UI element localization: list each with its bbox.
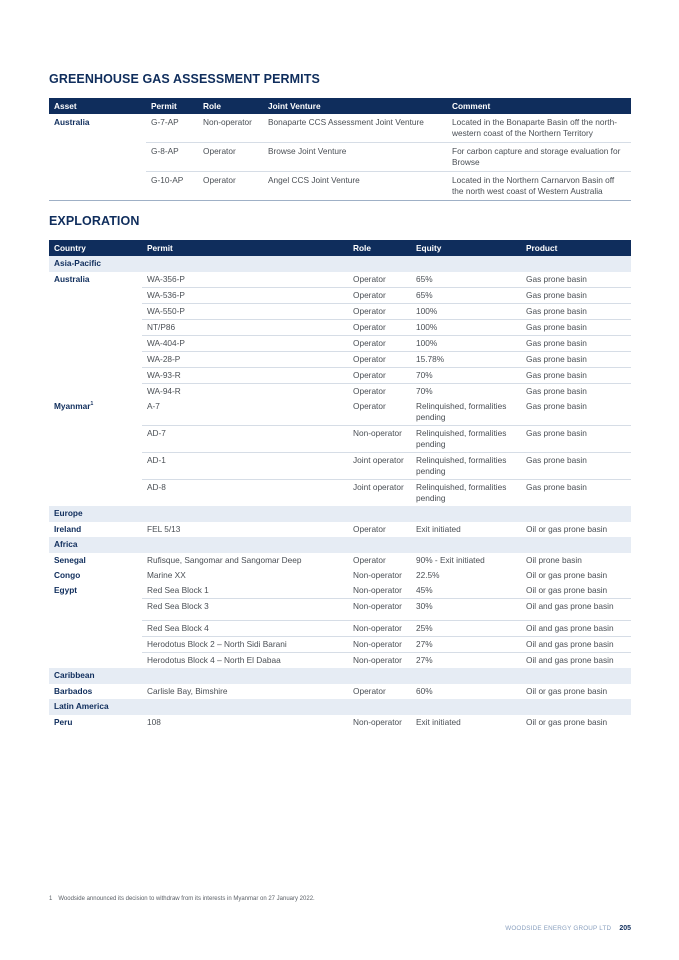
exploration-cell-equity: Exit initiated: [416, 717, 461, 727]
table-row: [49, 621, 631, 637]
ghg-cell-permit: G-8-AP: [146, 143, 198, 172]
ghg-cell-jv: Angel CCS Joint Venture: [263, 172, 447, 201]
exploration-cell-permit: WA-536-P: [142, 288, 348, 304]
table-row: [49, 352, 631, 368]
exploration-section-title: EXPLORATION: [49, 214, 140, 228]
exploration-cell-country: [49, 304, 142, 320]
ghg-cell-asset: Australia: [54, 117, 90, 127]
exploration-table-header: [49, 240, 631, 256]
country-name: Congo: [54, 570, 81, 580]
exploration-cell-role: Non-operator: [348, 637, 411, 653]
ghg-cell-role: Operator: [198, 172, 263, 201]
exploration-cell-country: [49, 399, 142, 426]
exploration-cell-equity: 27%: [411, 653, 521, 669]
ghg-header-cell: Asset: [49, 98, 146, 114]
exploration-cell-country: [49, 621, 142, 637]
exploration-cell-country: [49, 568, 142, 583]
exploration-cell-country: [49, 288, 142, 304]
exploration-cell-permit: Marine XX: [147, 570, 186, 580]
table-row: [49, 553, 631, 568]
exploration-cell-role: Joint operator: [348, 480, 411, 507]
exploration-cell-role: Operator: [353, 555, 386, 565]
table-row: [49, 272, 631, 288]
footnote-number: 1: [49, 896, 53, 902]
exploration-cell-role: Operator: [353, 401, 386, 411]
exploration-cell-product: Gas prone basin: [521, 480, 631, 507]
exploration-cell-permit: Herodotus Block 2 – North Sidi Barani: [142, 637, 348, 653]
exploration-cell-equity: Relinquished, formalities pending: [411, 453, 521, 480]
table-row: [49, 653, 631, 669]
exploration-cell-country: [49, 368, 142, 384]
exploration-cell-permit: Rufisque, Sangomar and Sangomar Deep: [147, 555, 302, 565]
exploration-cell-role: Non-operator: [348, 653, 411, 669]
exploration-cell-equity: 70%: [411, 384, 521, 400]
ghg-cell-asset: [49, 172, 146, 201]
exploration-cell-permit: AD-1: [142, 453, 348, 480]
exploration-cell-country: [49, 336, 142, 352]
exploration-cell-equity: 100%: [411, 320, 521, 336]
ghg-cell-comment: Located in the Northern Carnarvon Basin off the north west coast of Western Australia: [447, 172, 631, 201]
table-row: [49, 320, 631, 336]
region-label: Latin America: [49, 699, 631, 715]
exploration-cell-role: Non-operator: [353, 585, 402, 595]
exploration-cell-country: [49, 553, 142, 568]
table-row: [49, 304, 631, 320]
exploration-cell-product: Gas prone basin: [521, 320, 631, 336]
exploration-cell-country: [49, 426, 142, 453]
exploration-cell-role: Operator: [348, 368, 411, 384]
exploration-cell-country: [49, 480, 142, 507]
table-row: [49, 143, 631, 172]
region-row: [49, 256, 631, 272]
exploration-cell-product: Oil prone basin: [526, 555, 582, 565]
exploration-cell-equity: Exit initiated: [416, 524, 461, 534]
footnote-ref: 1: [90, 401, 94, 408]
exploration-cell-country: [49, 352, 142, 368]
exploration-cell-permit: Herodotus Block 4 – North El Dabaa: [142, 653, 348, 669]
exploration-cell-product: Oil or gas prone basin: [526, 570, 608, 580]
exploration-cell-permit: WA-28-P: [142, 352, 348, 368]
ghg-cell-permit: G-10-AP: [146, 172, 198, 201]
exploration-cell-role: Non-operator: [348, 426, 411, 453]
page-footer: [505, 925, 631, 932]
exploration-cell-product: Oil and gas prone basin: [521, 653, 631, 669]
ghg-cell-role: Operator: [198, 143, 263, 172]
footnote-text: Woodside announced its decision to withdraw from its interests in Myanmar on 27 January 2022.: [58, 896, 315, 902]
table-row: [49, 288, 631, 304]
exploration-cell-country: [49, 453, 142, 480]
exploration-header-cell: Permit: [142, 240, 348, 256]
exploration-header-cell: Country: [49, 240, 142, 256]
table-row: [49, 368, 631, 384]
exploration-cell-product: Oil and gas prone basin: [521, 637, 631, 653]
country-name: Peru: [54, 717, 73, 727]
exploration-cell-role: Operator: [353, 686, 386, 696]
exploration-cell-equity: 90% - Exit initiated: [416, 555, 485, 565]
country-name: Myanmar: [54, 401, 91, 411]
region-label: Africa: [49, 537, 631, 553]
table-row: [49, 568, 631, 583]
country-name: Senegal: [54, 555, 86, 565]
exploration-cell-permit: WA-404-P: [142, 336, 348, 352]
exploration-cell-permit: AD-8: [142, 480, 348, 507]
exploration-cell-role: Operator: [348, 304, 411, 320]
region-label: Asia-Pacific: [49, 256, 631, 272]
page-number: 205: [619, 925, 631, 932]
exploration-cell-product: Oil or gas prone basin: [526, 585, 608, 595]
exploration-cell-equity: 45%: [416, 585, 433, 595]
exploration-header-cell: Role: [348, 240, 411, 256]
exploration-cell-country: [49, 684, 142, 699]
ghg-cell-jv: Browse Joint Venture: [263, 143, 447, 172]
region-row: [49, 699, 631, 715]
country-name: Ireland: [54, 524, 82, 534]
ghg-header-cell: Permit: [146, 98, 198, 114]
exploration-cell-role: Operator: [353, 274, 386, 284]
exploration-cell-equity: Relinquished, formalities pending: [411, 480, 521, 507]
table-row: [49, 684, 631, 699]
exploration-cell-permit: WA-94-R: [142, 384, 348, 400]
ghg-cell-jv: Bonaparte CCS Assessment Joint Venture: [268, 117, 424, 127]
ghg-header-cell: Comment: [447, 98, 631, 114]
exploration-cell-country: [49, 599, 142, 621]
exploration-cell-product: Gas prone basin: [521, 336, 631, 352]
exploration-cell-product: Oil or gas prone basin: [526, 524, 608, 534]
ghg-cell-comment: For carbon capture and storage evaluation for Browse: [447, 143, 631, 172]
table-row: [49, 583, 631, 599]
table-row: [49, 480, 631, 507]
exploration-cell-role: Operator: [348, 288, 411, 304]
exploration-cell-product: Oil and gas prone basin: [521, 621, 631, 637]
exploration-cell-role: Operator: [348, 352, 411, 368]
exploration-cell-country: [49, 272, 142, 288]
exploration-cell-product: Oil and gas prone basin: [521, 599, 631, 621]
footer-company-name: WOODSIDE ENERGY GROUP LTD: [505, 925, 612, 932]
ghg-header-cell: Role: [198, 98, 263, 114]
exploration-cell-permit: AD-7: [142, 426, 348, 453]
region-label: Europe: [49, 506, 631, 522]
exploration-cell-product: Oil or gas prone basin: [526, 686, 608, 696]
exploration-cell-equity: 100%: [411, 304, 521, 320]
exploration-cell-product: Oil or gas prone basin: [526, 717, 608, 727]
ghg-cell-permit: G-7-AP: [151, 117, 179, 127]
exploration-cell-product: Gas prone basin: [521, 384, 631, 400]
exploration-cell-permit: Red Sea Block 4: [142, 621, 348, 637]
table-row: [49, 453, 631, 480]
exploration-cell-product: Gas prone basin: [521, 304, 631, 320]
exploration-cell-country: [49, 583, 142, 599]
exploration-cell-equity: 65%: [411, 288, 521, 304]
exploration-cell-permit: 108: [147, 717, 161, 727]
exploration-cell-country: [49, 715, 142, 730]
exploration-cell-equity: Relinquished, formalities pending: [416, 401, 507, 422]
exploration-cell-equity: 22.5%: [416, 570, 440, 580]
ghg-table-header: [49, 98, 631, 114]
ghg-cell-comment: Located in the Bonaparte Basin off the north-western coast of the Northern Territory: [452, 117, 617, 138]
exploration-cell-equity: 70%: [411, 368, 521, 384]
ghg-header-cell: Joint Venture: [263, 98, 447, 114]
exploration-cell-permit: A-7: [147, 401, 160, 411]
table-row: [49, 336, 631, 352]
exploration-cell-product: Gas prone basin: [521, 352, 631, 368]
exploration-cell-country: [49, 653, 142, 669]
region-row: [49, 506, 631, 522]
exploration-cell-permit: Red Sea Block 1: [147, 585, 209, 595]
exploration-header-cell: Equity: [411, 240, 521, 256]
exploration-cell-role: Operator: [348, 384, 411, 400]
ghg-cell-role: Non-operator: [203, 117, 252, 127]
footnote: [49, 896, 315, 902]
exploration-cell-equity: 15.78%: [411, 352, 521, 368]
exploration-cell-role: Non-operator: [353, 717, 402, 727]
exploration-table: [49, 240, 631, 730]
ghg-permits-table: [49, 98, 631, 201]
region-label: Caribbean: [49, 668, 631, 684]
exploration-cell-role: Non-operator: [348, 621, 411, 637]
ghg-section-title: GREENHOUSE GAS ASSESSMENT PERMITS: [49, 72, 320, 86]
exploration-cell-role: Operator: [353, 524, 386, 534]
exploration-cell-permit: Carlisle Bay, Bimshire: [147, 686, 228, 696]
exploration-cell-product: Gas prone basin: [521, 288, 631, 304]
exploration-cell-permit: Red Sea Block 3: [142, 599, 348, 621]
exploration-cell-product: Gas prone basin: [521, 368, 631, 384]
country-name: Barbados: [54, 686, 93, 696]
table-row: [49, 637, 631, 653]
exploration-cell-role: Operator: [348, 320, 411, 336]
table-row: [49, 715, 631, 730]
table-row: [49, 114, 631, 143]
ghg-cell-asset: [49, 143, 146, 172]
table-row: [49, 599, 631, 621]
exploration-cell-country: [49, 384, 142, 400]
exploration-cell-permit: WA-356-P: [147, 274, 185, 284]
table-row: [49, 384, 631, 400]
table-row: [49, 399, 631, 426]
exploration-cell-equity: 60%: [416, 686, 433, 696]
exploration-cell-equity: 27%: [411, 637, 521, 653]
exploration-cell-country: [49, 522, 142, 537]
exploration-cell-role: Non-operator: [348, 599, 411, 621]
exploration-cell-permit: WA-550-P: [142, 304, 348, 320]
exploration-cell-equity: 100%: [411, 336, 521, 352]
exploration-cell-product: Gas prone basin: [526, 401, 587, 411]
exploration-cell-equity: 30%: [411, 599, 521, 621]
table-row: [49, 426, 631, 453]
region-row: [49, 537, 631, 553]
exploration-cell-country: [49, 637, 142, 653]
exploration-cell-role: Operator: [348, 336, 411, 352]
exploration-cell-permit: WA-93-R: [142, 368, 348, 384]
exploration-cell-country: [49, 320, 142, 336]
exploration-cell-equity: 25%: [411, 621, 521, 637]
exploration-cell-product: Gas prone basin: [521, 453, 631, 480]
exploration-cell-equity: 65%: [416, 274, 433, 284]
exploration-cell-product: Gas prone basin: [526, 274, 587, 284]
table-row: [49, 172, 631, 201]
exploration-cell-role: Joint operator: [348, 453, 411, 480]
country-name: Australia: [54, 274, 90, 284]
exploration-cell-product: Gas prone basin: [521, 426, 631, 453]
table-row: [49, 522, 631, 537]
exploration-cell-equity: Relinquished, formalities pending: [411, 426, 521, 453]
exploration-cell-permit: NT/P86: [142, 320, 348, 336]
exploration-cell-permit: FEL 5/13: [147, 524, 181, 534]
country-name: Egypt: [54, 585, 78, 595]
region-row: [49, 668, 631, 684]
exploration-header-cell: Product: [521, 240, 631, 256]
exploration-cell-role: Non-operator: [353, 570, 402, 580]
